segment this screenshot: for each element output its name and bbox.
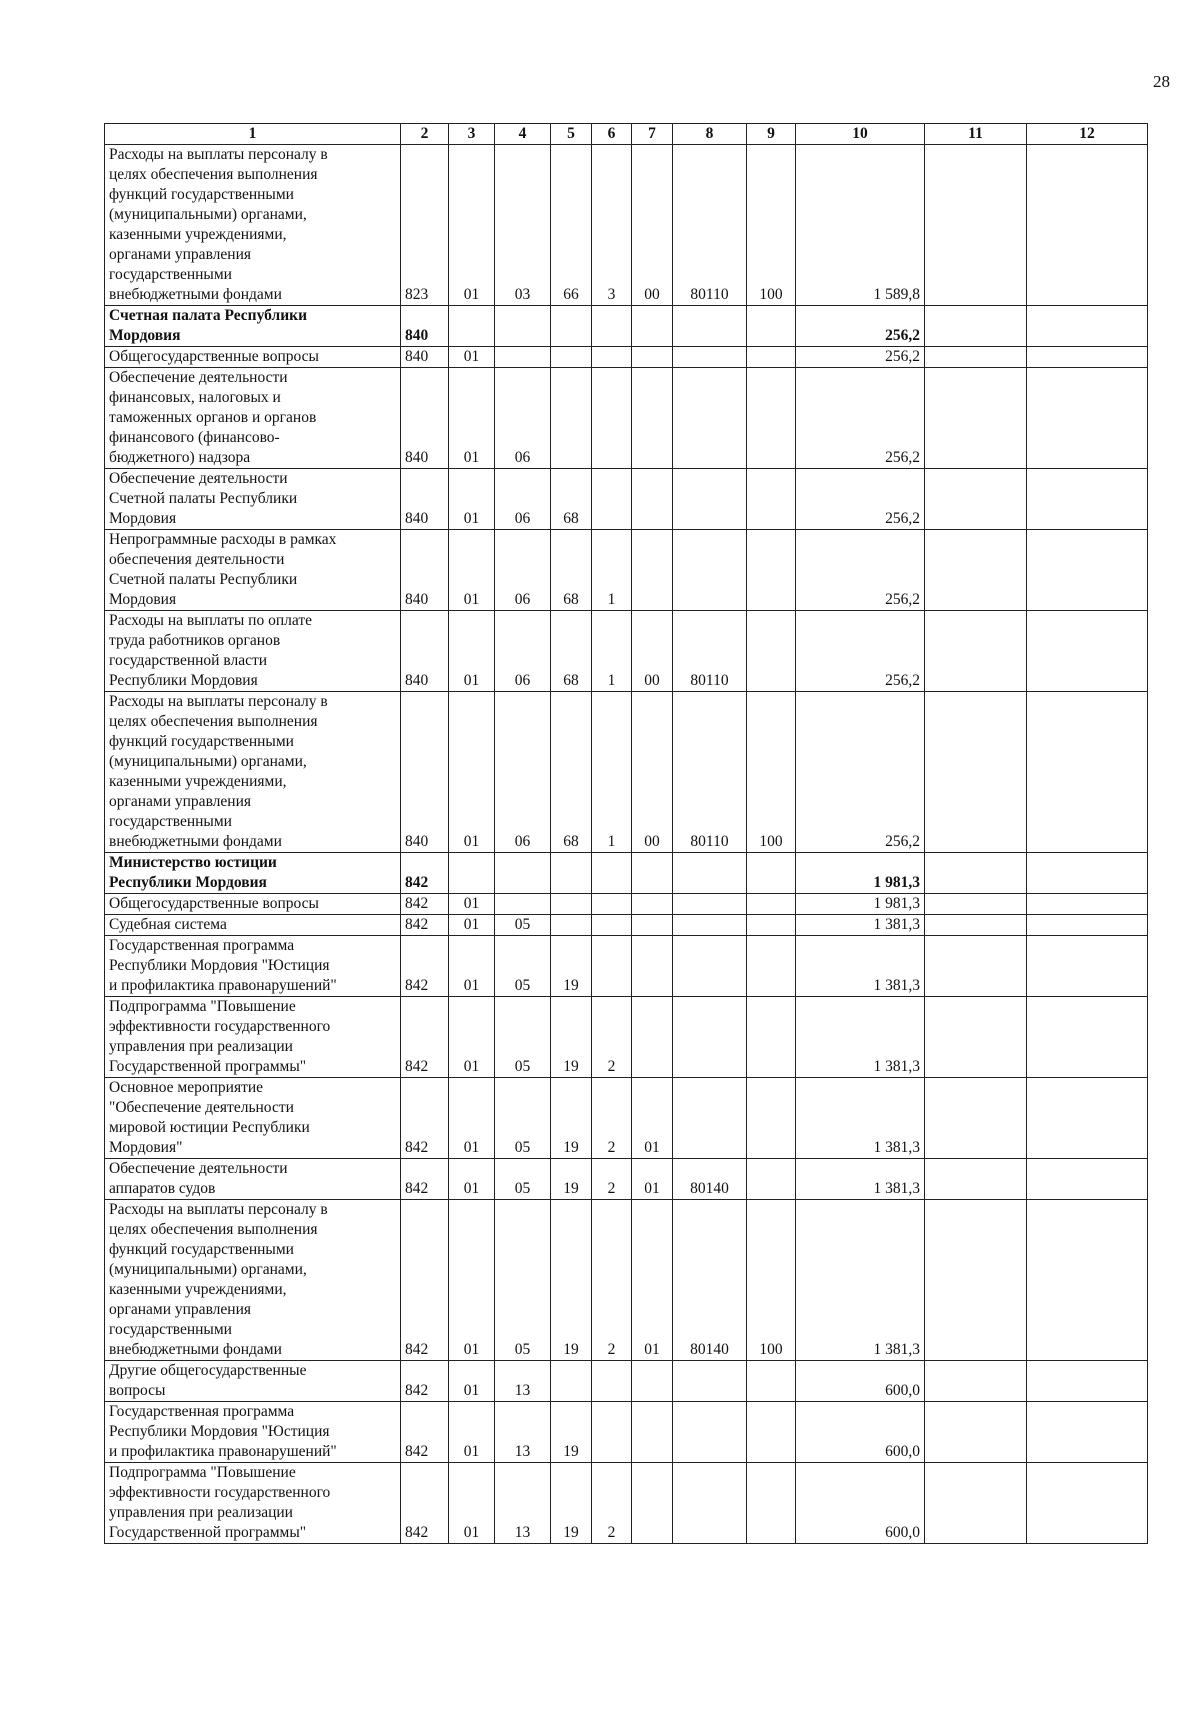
empty-cell-11 (925, 1200, 1027, 1361)
empty-cell-11 (925, 1078, 1027, 1159)
row-name-cell: Расходы на выплаты персоналу в целях обеспечения выполнения функций государственными (муниципальными) органами, казенными учреждениями, органами управления государственными внебюджетными фондами (105, 145, 401, 306)
amount-cell: 256,2 (796, 530, 925, 611)
section-cell: 01 (449, 1200, 495, 1361)
activity-cell (632, 530, 673, 611)
section-cell (449, 306, 495, 347)
activity-cell: 01 (632, 1200, 673, 1361)
section-cell (449, 853, 495, 894)
direction-cell (673, 530, 747, 611)
table-row (105, 368, 1148, 469)
empty-cell-11 (925, 611, 1027, 692)
empty-cell-11 (925, 530, 1027, 611)
subprogram-cell (592, 915, 632, 936)
section-cell: 01 (449, 894, 495, 915)
column-header: 8 (673, 124, 747, 145)
table-row (105, 894, 1148, 915)
column-header: 5 (551, 124, 592, 145)
empty-cell-12 (1027, 1078, 1148, 1159)
table-body (105, 145, 1148, 1544)
row-name-cell: Основное мероприятие "Обеспечение деятельности мировой юстиции Республики Мордовия" (105, 1078, 401, 1159)
admin-code-cell: 840 (401, 368, 449, 469)
subprogram-cell (592, 936, 632, 997)
direction-cell: 80110 (673, 611, 747, 692)
expense-type-cell (747, 368, 796, 469)
direction-cell (673, 1402, 747, 1463)
column-header: 3 (449, 124, 495, 145)
admin-code-cell: 842 (401, 1463, 449, 1544)
direction-cell: 80140 (673, 1200, 747, 1361)
admin-code-cell: 840 (401, 347, 449, 368)
amount-cell: 1 981,3 (796, 894, 925, 915)
amount-cell: 256,2 (796, 692, 925, 853)
activity-cell: 00 (632, 692, 673, 853)
empty-cell-12 (1027, 347, 1148, 368)
row-name-cell: Государственная программа Республики Мордовия "Юстиция и профилактика правонарушений" (105, 1402, 401, 1463)
program-cell: 19 (551, 1200, 592, 1361)
admin-code-cell: 840 (401, 469, 449, 530)
amount-cell: 256,2 (796, 368, 925, 469)
admin-code-cell: 842 (401, 1361, 449, 1402)
subprogram-cell: 2 (592, 1159, 632, 1200)
expense-type-cell: 100 (747, 692, 796, 853)
empty-cell-12 (1027, 469, 1148, 530)
admin-code-cell: 840 (401, 692, 449, 853)
direction-cell (673, 347, 747, 368)
expense-type-cell (747, 915, 796, 936)
amount-cell: 1 381,3 (796, 1159, 925, 1200)
row-name-cell: Общегосударственные вопросы (105, 347, 401, 368)
empty-cell-11 (925, 368, 1027, 469)
subprogram-cell: 3 (592, 145, 632, 306)
activity-cell: 00 (632, 145, 673, 306)
empty-cell-11 (925, 853, 1027, 894)
program-cell: 68 (551, 530, 592, 611)
column-header: 9 (747, 124, 796, 145)
empty-cell-12 (1027, 145, 1148, 306)
subsection-cell (495, 347, 551, 368)
subsection-cell: 05 (495, 997, 551, 1078)
empty-cell-12 (1027, 368, 1148, 469)
amount-cell: 1 381,3 (796, 936, 925, 997)
column-header: 7 (632, 124, 673, 145)
table-row (105, 1402, 1148, 1463)
subprogram-cell (592, 469, 632, 530)
amount-cell: 256,2 (796, 347, 925, 368)
table-row (105, 997, 1148, 1078)
section-cell: 01 (449, 1078, 495, 1159)
table-row (105, 1159, 1148, 1200)
empty-cell-12 (1027, 1402, 1148, 1463)
row-name-cell: Министерство юстиции Республики Мордовия (105, 853, 401, 894)
empty-cell-12 (1027, 611, 1148, 692)
empty-cell-11 (925, 915, 1027, 936)
empty-cell-11 (925, 347, 1027, 368)
expense-type-cell (747, 1402, 796, 1463)
empty-cell-12 (1027, 1361, 1148, 1402)
empty-cell-11 (925, 469, 1027, 530)
section-cell: 01 (449, 611, 495, 692)
direction-cell (673, 469, 747, 530)
section-cell: 01 (449, 1463, 495, 1544)
admin-code-cell: 840 (401, 306, 449, 347)
subprogram-cell: 1 (592, 530, 632, 611)
subsection-cell: 13 (495, 1463, 551, 1544)
row-name-cell: Подпрограмма "Повышение эффективности государственного управления при реализации Государственной программы" (105, 997, 401, 1078)
expense-type-cell (747, 853, 796, 894)
subprogram-cell: 2 (592, 1200, 632, 1361)
column-header: 12 (1027, 124, 1148, 145)
program-cell (551, 915, 592, 936)
empty-cell-12 (1027, 530, 1148, 611)
subprogram-cell (592, 368, 632, 469)
row-name-cell: Общегосударственные вопросы (105, 894, 401, 915)
amount-cell: 1 381,3 (796, 1078, 925, 1159)
subprogram-cell: 2 (592, 997, 632, 1078)
table-row (105, 611, 1148, 692)
section-cell: 01 (449, 469, 495, 530)
activity-cell (632, 894, 673, 915)
table-row (105, 915, 1148, 936)
direction-cell (673, 894, 747, 915)
expense-type-cell (747, 611, 796, 692)
admin-code-cell: 842 (401, 1200, 449, 1361)
direction-cell (673, 368, 747, 469)
expense-type-cell (747, 530, 796, 611)
column-header: 2 (401, 124, 449, 145)
empty-cell-12 (1027, 306, 1148, 347)
subsection-cell (495, 894, 551, 915)
budget-table (104, 123, 1148, 1544)
admin-code-cell: 840 (401, 611, 449, 692)
column-header: 10 (796, 124, 925, 145)
subprogram-cell (592, 1361, 632, 1402)
row-name-cell: Государственная программа Республики Мордовия "Юстиция и профилактика правонарушений" (105, 936, 401, 997)
direction-cell (673, 853, 747, 894)
table-row (105, 1200, 1148, 1361)
column-header: 11 (925, 124, 1027, 145)
section-cell: 01 (449, 1361, 495, 1402)
empty-cell-12 (1027, 692, 1148, 853)
subprogram-cell (592, 894, 632, 915)
direction-cell (673, 915, 747, 936)
table-row (105, 853, 1148, 894)
direction-cell (673, 1361, 747, 1402)
activity-cell: 01 (632, 1078, 673, 1159)
section-cell: 01 (449, 692, 495, 853)
subsection-cell: 06 (495, 530, 551, 611)
section-cell: 01 (449, 347, 495, 368)
admin-code-cell: 842 (401, 936, 449, 997)
admin-code-cell: 842 (401, 1159, 449, 1200)
direction-cell (673, 306, 747, 347)
expense-type-cell (747, 347, 796, 368)
empty-cell-11 (925, 997, 1027, 1078)
table-row (105, 692, 1148, 853)
row-name-cell: Счетная палата Республики Мордовия (105, 306, 401, 347)
row-name-cell: Расходы на выплаты по оплате труда работников органов государственной власти Республики Мордовия (105, 611, 401, 692)
amount-cell: 1 381,3 (796, 915, 925, 936)
subsection-cell (495, 306, 551, 347)
program-cell (551, 368, 592, 469)
admin-code-cell: 842 (401, 853, 449, 894)
subsection-cell: 06 (495, 368, 551, 469)
table-row (105, 936, 1148, 997)
empty-cell-12 (1027, 894, 1148, 915)
activity-cell (632, 936, 673, 997)
subsection-cell: 13 (495, 1361, 551, 1402)
activity-cell: 00 (632, 611, 673, 692)
table-row (105, 1078, 1148, 1159)
activity-cell (632, 469, 673, 530)
subprogram-cell (592, 853, 632, 894)
row-name-cell: Расходы на выплаты персоналу в целях обеспечения выполнения функций государственными (муниципальными) органами, казенными учреждениями, органами управления государственными внебюджетными фондами (105, 1200, 401, 1361)
section-cell: 01 (449, 1402, 495, 1463)
program-cell: 66 (551, 145, 592, 306)
subprogram-cell: 2 (592, 1463, 632, 1544)
subsection-cell: 05 (495, 915, 551, 936)
activity-cell (632, 997, 673, 1078)
section-cell: 01 (449, 145, 495, 306)
subsection-cell (495, 853, 551, 894)
subsection-cell: 05 (495, 1159, 551, 1200)
subsection-cell: 05 (495, 1200, 551, 1361)
activity-cell (632, 368, 673, 469)
expense-type-cell: 100 (747, 1200, 796, 1361)
direction-cell: 80140 (673, 1159, 747, 1200)
row-name-cell: Судебная система (105, 915, 401, 936)
program-cell: 68 (551, 611, 592, 692)
program-cell (551, 347, 592, 368)
section-cell: 01 (449, 915, 495, 936)
row-name-cell: Расходы на выплаты персоналу в целях обеспечения выполнения функций государственными (муниципальными) органами, казенными учреждениями, органами управления государственными внебюджетными фондами (105, 692, 401, 853)
subsection-cell: 05 (495, 1078, 551, 1159)
amount-cell: 1 381,3 (796, 997, 925, 1078)
activity-cell (632, 915, 673, 936)
table-row (105, 530, 1148, 611)
column-header: 4 (495, 124, 551, 145)
subsection-cell: 13 (495, 1402, 551, 1463)
program-cell (551, 853, 592, 894)
amount-cell: 256,2 (796, 611, 925, 692)
empty-cell-12 (1027, 1200, 1148, 1361)
subprogram-cell: 1 (592, 611, 632, 692)
empty-cell-11 (925, 145, 1027, 306)
program-cell: 19 (551, 997, 592, 1078)
activity-cell (632, 306, 673, 347)
subprogram-cell (592, 347, 632, 368)
amount-cell: 600,0 (796, 1402, 925, 1463)
activity-cell (632, 853, 673, 894)
expense-type-cell (747, 997, 796, 1078)
amount-cell: 1 981,3 (796, 853, 925, 894)
empty-cell-12 (1027, 1463, 1148, 1544)
admin-code-cell: 842 (401, 915, 449, 936)
subsection-cell: 06 (495, 611, 551, 692)
direction-cell: 80110 (673, 692, 747, 853)
expense-type-cell: 100 (747, 145, 796, 306)
row-name-cell: Подпрограмма "Повышение эффективности государственного управления при реализации Государственной программы" (105, 1463, 401, 1544)
empty-cell-12 (1027, 853, 1148, 894)
table-row (105, 347, 1148, 368)
direction-cell (673, 997, 747, 1078)
admin-code-cell: 842 (401, 1402, 449, 1463)
amount-cell: 600,0 (796, 1361, 925, 1402)
program-cell: 19 (551, 1159, 592, 1200)
row-name-cell: Обеспечение деятельности финансовых, налоговых и таможенных органов и органов финансового (финансово- бюджетного) надзора (105, 368, 401, 469)
amount-cell: 1 589,8 (796, 145, 925, 306)
section-cell: 01 (449, 368, 495, 469)
amount-cell: 1 381,3 (796, 1200, 925, 1361)
admin-code-cell: 842 (401, 894, 449, 915)
activity-cell (632, 1463, 673, 1544)
subsection-cell: 05 (495, 936, 551, 997)
program-cell: 19 (551, 1463, 592, 1544)
direction-cell (673, 1078, 747, 1159)
row-name-cell: Другие общегосударственные вопросы (105, 1361, 401, 1402)
expense-type-cell (747, 306, 796, 347)
program-cell (551, 894, 592, 915)
expense-type-cell (747, 1159, 796, 1200)
empty-cell-12 (1027, 1159, 1148, 1200)
row-name-cell: Обеспечение деятельности Счетной палаты Республики Мордовия (105, 469, 401, 530)
table-row (105, 306, 1148, 347)
subprogram-cell: 1 (592, 692, 632, 853)
direction-cell: 80110 (673, 145, 747, 306)
empty-cell-11 (925, 1402, 1027, 1463)
empty-cell-11 (925, 936, 1027, 997)
expense-type-cell (747, 469, 796, 530)
activity-cell (632, 1402, 673, 1463)
direction-cell (673, 936, 747, 997)
subsection-cell: 06 (495, 469, 551, 530)
admin-code-cell: 842 (401, 1078, 449, 1159)
section-cell: 01 (449, 997, 495, 1078)
section-cell: 01 (449, 530, 495, 611)
expense-type-cell (747, 1078, 796, 1159)
row-name-cell: Непрограммные расходы в рамках обеспечения деятельности Счетной палаты Республики Мордовия (105, 530, 401, 611)
empty-cell-12 (1027, 915, 1148, 936)
table-row (105, 145, 1148, 306)
section-cell: 01 (449, 1159, 495, 1200)
empty-cell-12 (1027, 997, 1148, 1078)
admin-code-cell: 842 (401, 997, 449, 1078)
table-row (105, 1361, 1148, 1402)
admin-code-cell: 840 (401, 530, 449, 611)
section-cell: 01 (449, 936, 495, 997)
activity-cell (632, 347, 673, 368)
empty-cell-11 (925, 1463, 1027, 1544)
subprogram-cell (592, 306, 632, 347)
header-row (105, 124, 1148, 145)
expense-type-cell (747, 1463, 796, 1544)
table-row (105, 1463, 1148, 1544)
subsection-cell: 06 (495, 692, 551, 853)
table-row (105, 469, 1148, 530)
direction-cell (673, 1463, 747, 1544)
expense-type-cell (747, 1361, 796, 1402)
program-cell: 19 (551, 936, 592, 997)
amount-cell: 600,0 (796, 1463, 925, 1544)
admin-code-cell: 823 (401, 145, 449, 306)
activity-cell: 01 (632, 1159, 673, 1200)
empty-cell-11 (925, 1159, 1027, 1200)
program-cell (551, 1361, 592, 1402)
subsection-cell: 03 (495, 145, 551, 306)
program-cell (551, 306, 592, 347)
program-cell: 19 (551, 1078, 592, 1159)
activity-cell (632, 1361, 673, 1402)
program-cell: 19 (551, 1402, 592, 1463)
empty-cell-11 (925, 894, 1027, 915)
amount-cell: 256,2 (796, 306, 925, 347)
subprogram-cell (592, 1402, 632, 1463)
column-header: 1 (105, 124, 401, 145)
empty-cell-11 (925, 1361, 1027, 1402)
page-number: 28 (1153, 72, 1170, 91)
row-name-cell: Обеспечение деятельности аппаратов судов (105, 1159, 401, 1200)
empty-cell-11 (925, 306, 1027, 347)
column-header: 6 (592, 124, 632, 145)
program-cell: 68 (551, 469, 592, 530)
subprogram-cell: 2 (592, 1078, 632, 1159)
empty-cell-11 (925, 692, 1027, 853)
expense-type-cell (747, 936, 796, 997)
amount-cell: 256,2 (796, 469, 925, 530)
expense-type-cell (747, 894, 796, 915)
empty-cell-12 (1027, 936, 1148, 997)
program-cell: 68 (551, 692, 592, 853)
